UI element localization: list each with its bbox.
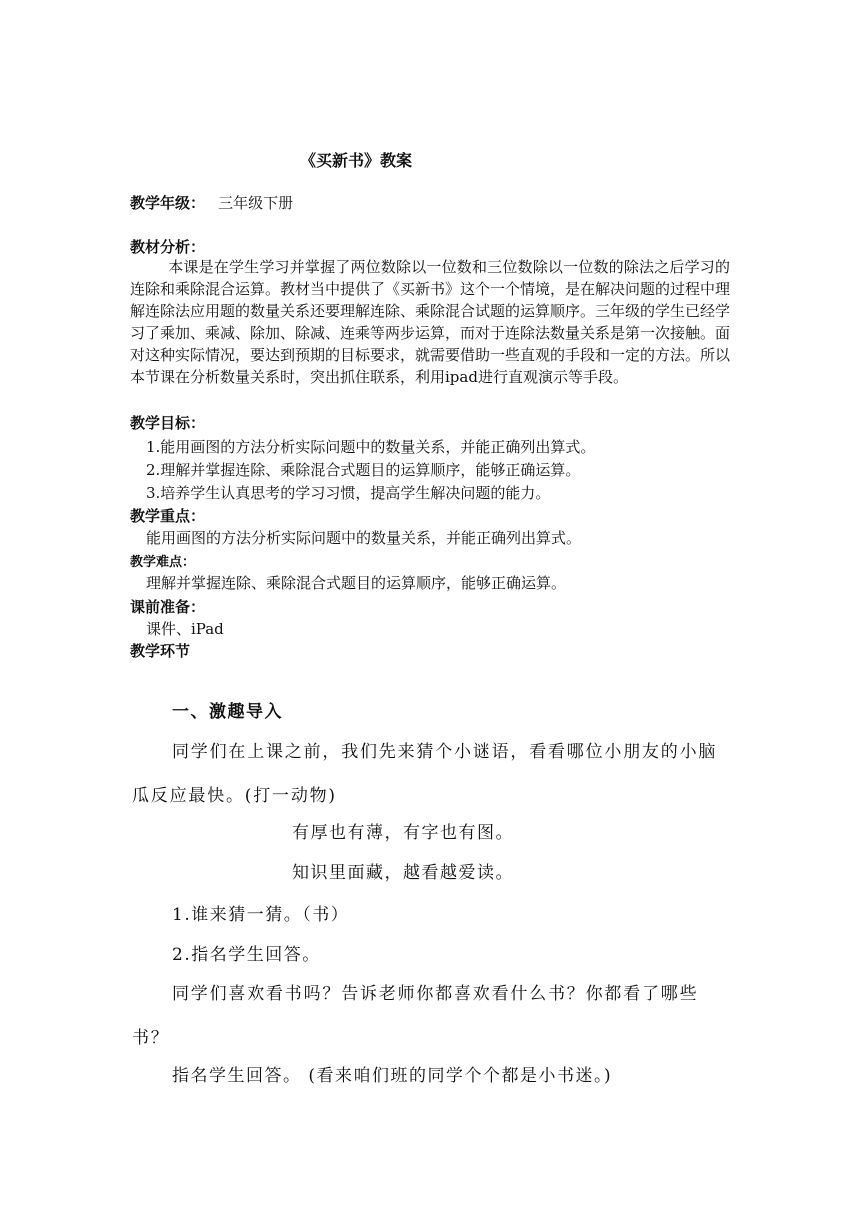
goals-label: 教学目标： — [130, 414, 206, 432]
grade-value: 三年级下册 — [218, 194, 294, 212]
section1-heading: 一、激趣导入 — [172, 702, 283, 722]
process-label: 教学环节 — [130, 642, 191, 660]
goal-item: 2.理解并掌握连除、乘除混合式题目的运算顺序，能够正确运算。 — [146, 461, 581, 479]
key-point-label: 教学重点： — [130, 507, 206, 525]
key-point-text: 能用画图的方法分析实际问题中的数量关系，并能正确列出算式。 — [146, 529, 582, 547]
goal-item: 1.能用画图的方法分析实际问题中的数量关系，并能正确列出算式。 — [146, 438, 596, 456]
material-text: 本课是在学生学习并掌握了两位数除以一位数和三位数除以一位数的除法之后学习的连除和乘除混合运算。教材当中提供了《买新书》这个一个情境，是在解决问题的过程中理解连除法应用题的数量关系还要理解连除、乘除混合试题的运算顺序。三年级的学生已经学习了乘加、乘减、除加、除减、连乘等两步运算，而对于连除法数量关系是第一次接触。面对这种实际情况，要达到预期的目标要求，就需要借助一些直观的手段和一定的方法。所以本节课在分析数量关系时，突出抓住联系，利用ipad进行直观演示等手段。 — [130, 258, 731, 386]
step-item: 2.指名学生回答。 — [172, 945, 321, 965]
riddle-line: 知识里面藏，越看越爱读。 — [292, 863, 514, 883]
step-item: 1.谁来猜一猜。（书） — [172, 905, 350, 925]
section1-question — [132, 972, 732, 1060]
section1-intro — [132, 730, 732, 818]
question-text: 同学们喜欢看书吗？告诉老师你都喜欢看什么书？你都看了哪些书？ — [132, 984, 699, 1048]
grade-label: 教学年级： — [130, 194, 206, 212]
difficulty-text: 理解并掌握连除、乘除混合式题目的运算顺序，能够正确运算。 — [146, 574, 567, 592]
page-title: 《买新书》教案 — [300, 151, 413, 170]
riddle-line: 有厚也有薄，有字也有图。 — [292, 823, 514, 843]
difficulty-label: 教学难点： — [130, 555, 196, 570]
answer-text: 指名学生回答。 (看来咱们班的同学个个都是小书迷。) — [172, 1066, 613, 1086]
material-paragraph — [130, 256, 730, 388]
preparation-text: 课件、iPad — [146, 620, 224, 638]
material-label: 教材分析： — [130, 238, 206, 256]
grade-row — [130, 192, 293, 213]
goal-item: 3.培养学生认真思考的学习习惯，提高学生解决问题的能力。 — [146, 484, 551, 502]
preparation-label: 课前准备： — [130, 598, 206, 616]
intro-text: 同学们在上课之前，我们先来猜个小谜语，看看哪位小朋友的小脑瓜反应最快。(打一动物) — [132, 742, 718, 806]
